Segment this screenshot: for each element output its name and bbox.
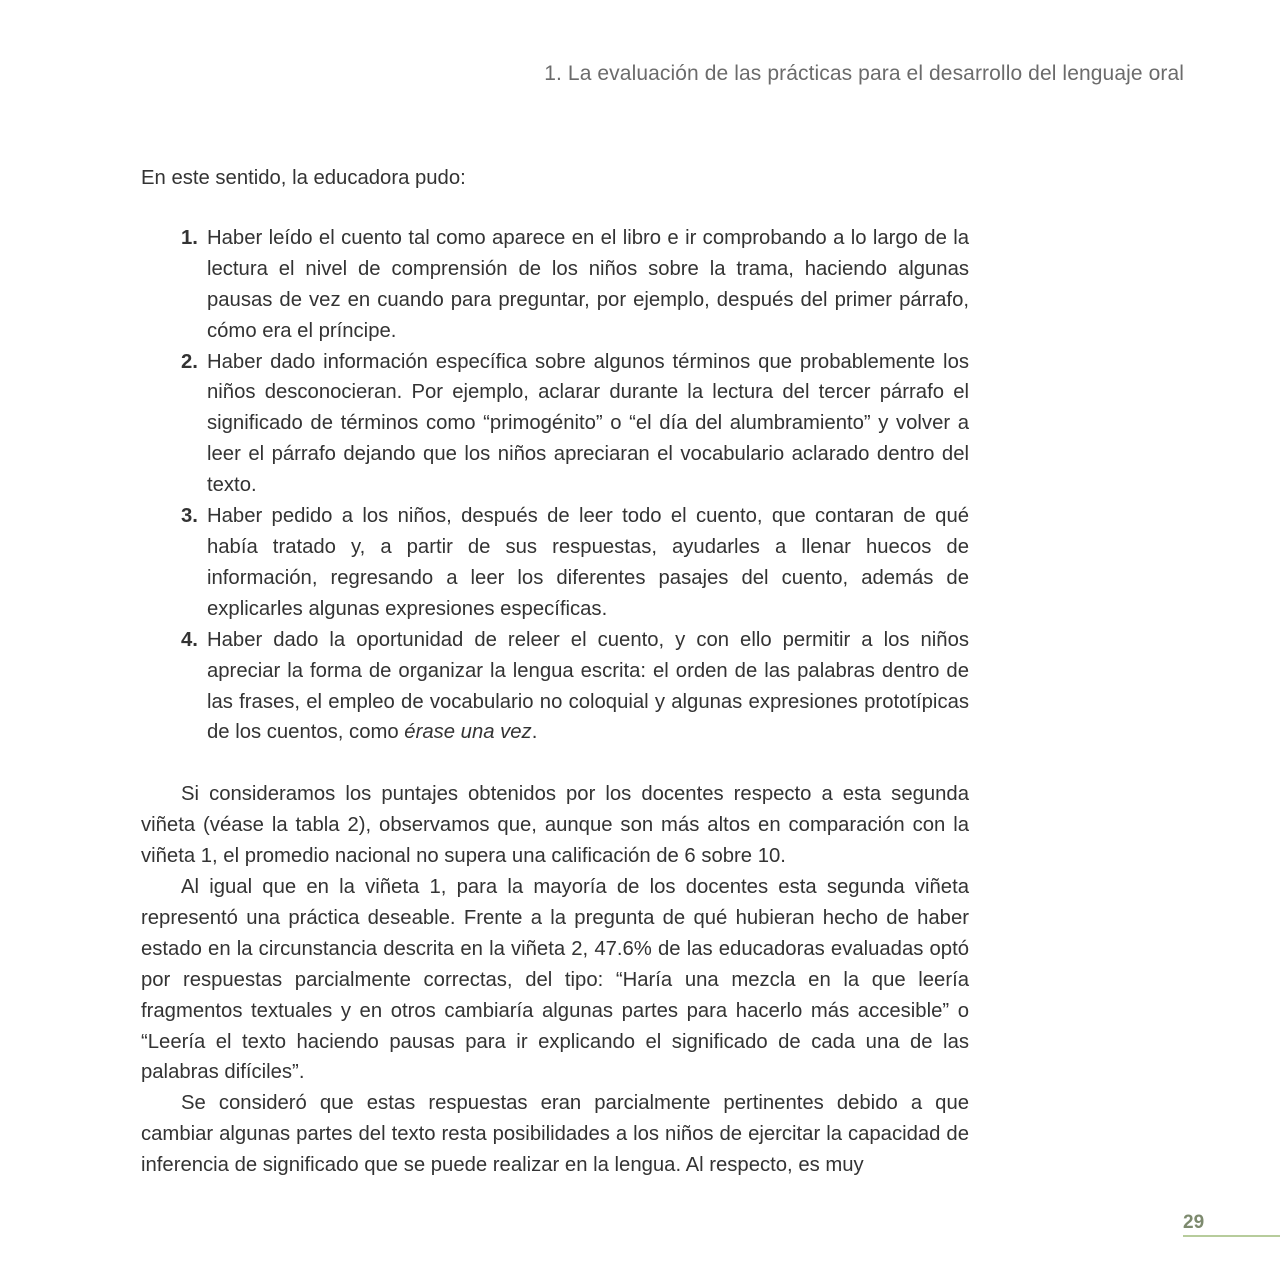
page-number: 29 (1183, 1212, 1205, 1233)
list-number: 2. (181, 350, 198, 373)
list-number: 1. (181, 226, 198, 249)
numbered-list (141, 223, 969, 748)
body-paragraph: Si consideramos los puntajes obtenidos por los docentes respecto a esta segunda viñeta (véase la tabla 2), observamos que, aunque son más altos en comparación con la viñeta 1, el promedio nacional no supera una calificación de 6 sobre 10. (141, 783, 969, 868)
body-paragraph: Al igual que en la viñeta 1, para la mayoría de los docentes esta segunda viñeta representó una práctica deseable. Frente a la pregunta de qué hubieran hecho de haber estado en la circunstancia descrita en la viñeta 2, 47.6% de las educadoras evaluadas optó por respuestas parcialmente correctas, del tipo: “Haría una mezcla en la que leería fragmentos textuales y en otros cambiaría algunas partes para hacerlo más accesible” o “Leería el texto haciendo pausas para ir explicando el significado de cada una de las palabras difíciles”. (141, 876, 969, 1084)
list-item-text: Haber dado la oportunidad de releer el cuento, y con ello permitir a los niños apreciar la forma de organizar la lengua escrita: el orden de las palabras dentro de las frases, el empleo de vocabulario no coloquial y algunas expresiones prototípicas de los cuentos, como (207, 628, 969, 744)
list-number: 4. (181, 628, 198, 651)
page-number-rule (1183, 1235, 1280, 1237)
list-item (181, 223, 969, 347)
page-body (141, 163, 969, 1181)
list-item (181, 347, 969, 502)
list-item-tail: . (531, 721, 538, 744)
list-item-emphasis: érase una vez (404, 721, 532, 744)
intro-paragraph: En este sentido, la educadora pudo: (141, 167, 466, 189)
list-item-text: Haber leído el cuento tal como aparece en el libro e ir comprobando a lo largo de la lectura el nivel de comprensión de los niños sobre la trama, haciendo algunas pausas de vez en cuando para preguntar, por ejemplo, después del primer párrafo, cómo era el príncipe. (207, 226, 969, 342)
list-item (181, 625, 969, 749)
body-paragraph: Se consideró que estas respuestas eran parcialmente pertinentes debido a que cambiar algunas partes del texto resta posibilidades a los niños de ejercitar la capacidad de inferencia de significado que se puede realizar en la lengua. Al respecto, es muy (141, 1092, 969, 1177)
list-number: 3. (181, 505, 198, 528)
list-item-text: Haber dado información específica sobre algunos términos que probablemente los niños desconocieran. Por ejemplo, aclarar durante la lectura del tercer párrafo el significado de términos como “primogénito” o “el día del alumbramiento” y volver a leer el párrafo dejando que los niños apreciaran el vocabulario aclarado dentro del texto. (207, 350, 969, 497)
list-item-text: Haber pedido a los niños, después de leer todo el cuento, que contaran de qué había tratado y, a partir de sus respuestas, ayudarles a llenar huecos de información, regresando a leer los diferentes pasajes del cuento, además de explicarles algunas expresiones específicas. (207, 505, 969, 620)
running-header: 1. La evaluación de las prácticas para el desarrollo del lenguaje oral (544, 62, 1184, 85)
list-item (181, 501, 969, 625)
